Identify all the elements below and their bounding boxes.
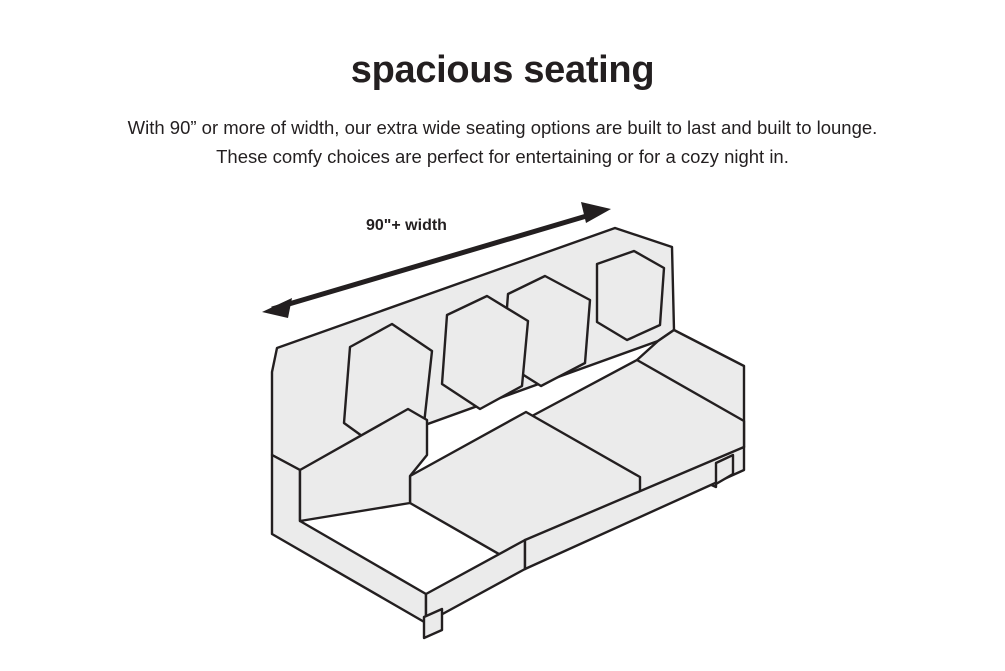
dimension-label: 90"+ width bbox=[366, 217, 447, 234]
description-line-2: These comfy choices are perfect for entertaining or for a cozy night in. bbox=[216, 145, 789, 167]
description-line-1: With 90” or more of width, our extra wide seating options are built to last and built to lounge. bbox=[127, 117, 878, 138]
sofa-pillow-4 bbox=[597, 251, 664, 340]
page-title: spacious seating bbox=[350, 49, 655, 91]
